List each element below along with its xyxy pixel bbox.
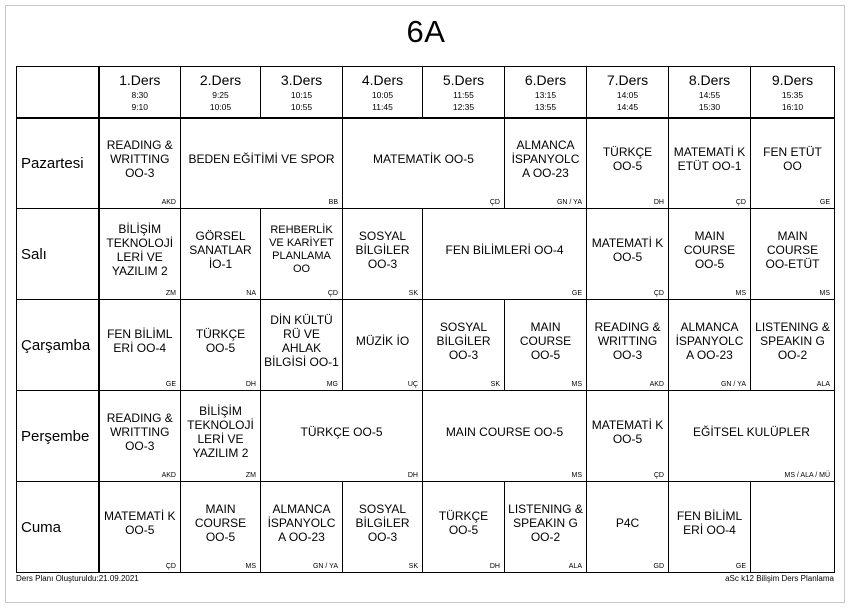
period-header: 3.Ders 10:15 10:55 — [261, 67, 343, 118]
teacher-code: GE — [571, 290, 582, 297]
lesson-subject: TÜRKÇE OO-5 — [300, 425, 383, 439]
lesson-subject: ALMANCA İSPANYOLC A OO-23 — [267, 502, 336, 544]
lesson-cell — [423, 391, 587, 482]
teacher-code: ZM — [165, 290, 176, 297]
lesson-cell — [669, 391, 835, 482]
teacher-code: ZM — [245, 472, 256, 479]
lesson-subject: TÜRKÇE OO-5 — [438, 509, 489, 537]
teacher-code: ALA — [816, 381, 830, 388]
teacher-code: GN / YA — [312, 563, 338, 570]
teacher-code: SK — [408, 290, 418, 297]
lesson-subject: MAIN COURSE OO-5 — [519, 320, 572, 362]
lesson-subject: MAIN COURSE OO-5 — [683, 229, 736, 271]
lesson-subject: MATEMATİ K OO-5 — [591, 236, 664, 264]
teacher-code: ÇD — [653, 472, 664, 479]
lesson-cell — [343, 482, 423, 573]
lesson-cell — [505, 118, 587, 209]
period-header: 5.Ders 11:55 12:35 — [423, 67, 505, 118]
period-header: 7.Ders 14:05 14:45 — [587, 67, 669, 118]
lesson-subject: READING & WRITTING OO-3 — [106, 138, 173, 181]
teacher-code: MS — [735, 290, 746, 297]
footer-software: aSc k12 Bilişim Ders Planlama — [725, 574, 834, 583]
lesson-subject: MAIN COURSE OO-5 — [194, 502, 247, 544]
teacher-code: GN / YA — [720, 381, 746, 388]
teacher-code: MS — [819, 290, 830, 297]
lesson-cell — [505, 482, 587, 573]
lesson-subject: MAIN COURSE OO-ETÜT — [765, 229, 820, 271]
lesson-subject: ALMANCA İSPANYOLC A OO-23 — [675, 320, 744, 362]
teacher-code: GE — [819, 199, 830, 206]
lesson-cell — [261, 482, 343, 573]
teacher-code: DH — [653, 199, 664, 206]
lesson-subject: P4C — [615, 516, 640, 530]
lesson-cell — [99, 118, 181, 209]
teacher-code: GN / YA — [556, 199, 582, 206]
teacher-code: ALA — [568, 563, 582, 570]
teacher-code: DH — [407, 472, 418, 479]
lesson-subject: MATEMATİ K ETÜT OO-1 — [673, 145, 746, 174]
lesson-cell — [343, 209, 423, 300]
lesson-subject: FEN ETÜT OO — [763, 145, 822, 174]
teacher-code: AKD — [161, 472, 176, 479]
teacher-code: NA — [246, 290, 256, 297]
lesson-subject: EĞİTSEL KULÜPLER — [693, 425, 810, 439]
lesson-subject: DİN KÜLTÜ RÜ VE AHLAK BİLGİSİ OO-1 — [264, 313, 339, 369]
corner-cell — [17, 67, 99, 118]
teacher-code: AKD — [649, 381, 664, 388]
class-title: 6A — [406, 14, 446, 49]
lesson-cell — [423, 300, 505, 391]
lesson-cell — [181, 118, 343, 209]
teacher-code: ÇD — [735, 199, 746, 206]
day-label: Cuma — [17, 482, 99, 573]
lesson-subject: MATEMATİK OO-5 — [373, 152, 474, 167]
teacher-code: MG — [326, 381, 338, 388]
lesson-cell — [181, 300, 261, 391]
lesson-cell — [99, 300, 181, 391]
lesson-cell — [261, 391, 423, 482]
period-header: 2.Ders 9:25 10:05 — [181, 67, 261, 118]
teacher-code: DH — [245, 381, 256, 388]
lesson-subject: SOSYAL BİLGİLER OO-3 — [355, 502, 410, 544]
lesson-subject: REHBERLİK VE KARİYET PLANLAMA OO — [269, 224, 334, 275]
teacher-code: DH — [489, 563, 500, 570]
lesson-subject: GÖRSEL SANATLAR İO-1 — [189, 229, 252, 271]
teacher-code: AKD — [161, 199, 176, 206]
lesson-subject: READING & WRITTING OO-3 — [106, 411, 173, 453]
teacher-code: SK — [408, 563, 418, 570]
period-header: 6.Ders 13:15 13:55 — [505, 67, 587, 118]
lesson-subject: BEDEN EĞİTİMİ VE SPOR — [188, 152, 335, 167]
lesson-cell — [669, 482, 751, 573]
teacher-code: GE — [735, 563, 746, 570]
lesson-subject: BİLİŞİM TEKNOLOJİ LERİ VE YAZILIM 2 — [106, 222, 174, 278]
lesson-cell — [669, 300, 751, 391]
lesson-cell — [423, 209, 587, 300]
lesson-subject: LISTENING & SPEAKIN G OO-2 — [755, 320, 830, 362]
teacher-code: GE — [165, 381, 176, 388]
lesson-subject: LISTENING & SPEAKIN G OO-2 — [508, 502, 583, 544]
lesson-subject: SOSYAL BİLGİLER OO-3 — [355, 229, 410, 271]
footer-created-date: Ders Planı Oluşturuldu:21.09.2021 — [16, 574, 139, 583]
lesson-subject: BİLİŞİM TEKNOLOJİ LERİ VE YAZILIM 2 — [187, 404, 254, 460]
lesson-subject: SOSYAL BİLGİLER OO-3 — [436, 320, 491, 362]
lesson-cell — [587, 300, 669, 391]
lesson-subject: READING & WRITTING OO-3 — [594, 320, 661, 362]
period-header: 8.Ders 14:55 15:30 — [669, 67, 751, 118]
lesson-cell — [587, 482, 669, 573]
lesson-cell — [423, 482, 505, 573]
lesson-subject: MÜZİK İO — [355, 334, 410, 348]
day-label: Çarşamba — [17, 300, 99, 391]
lesson-cell — [669, 209, 751, 300]
teacher-code: GD — [653, 563, 664, 570]
lesson-subject: FEN BİLİML ERİ OO-4 — [107, 327, 173, 355]
lesson-cell — [587, 118, 669, 209]
day-label: Pazartesi — [17, 118, 99, 209]
teacher-code: SK — [490, 381, 500, 388]
lesson-cell — [751, 209, 835, 300]
lesson-cell — [505, 300, 587, 391]
teacher-code: ÇD — [653, 290, 664, 297]
teacher-code: MS — [571, 472, 582, 479]
lesson-cell — [343, 118, 505, 209]
lesson-subject: FEN BİLİML ERİ OO-4 — [676, 509, 743, 537]
lesson-cell-empty — [751, 482, 835, 573]
teacher-code: BB — [328, 199, 338, 206]
timetable — [16, 66, 835, 573]
lesson-cell — [99, 209, 181, 300]
lesson-cell — [261, 209, 343, 300]
lesson-cell — [587, 391, 669, 482]
lesson-cell — [181, 209, 261, 300]
lesson-subject — [751, 523, 834, 531]
lesson-cell — [343, 300, 423, 391]
lesson-cell — [181, 482, 261, 573]
lesson-subject: TÜRKÇE OO-5 — [195, 327, 246, 355]
lesson-cell — [751, 300, 835, 391]
lesson-cell — [261, 300, 343, 391]
day-label: Salı — [17, 209, 99, 300]
period-header: 1.Ders 8:30 9:10 — [99, 67, 181, 118]
lesson-cell — [751, 118, 835, 209]
lesson-subject: ALMANCA İSPANYOLC A OO-23 — [511, 138, 580, 181]
lesson-subject: FEN BİLİMLERİ OO-4 — [445, 243, 564, 257]
lesson-cell — [181, 391, 261, 482]
teacher-code: ÇD — [327, 290, 338, 297]
lesson-cell — [669, 118, 751, 209]
lesson-subject: MAIN COURSE OO-5 — [445, 425, 564, 439]
teacher-code: ÇD — [489, 199, 500, 206]
period-header: 4.Ders 10:05 11:45 — [343, 67, 423, 118]
teacher-code: UÇ — [407, 381, 418, 388]
teacher-code: ÇD — [165, 563, 176, 570]
teacher-code: MS — [571, 381, 582, 388]
lesson-subject: MATEMATİ K OO-5 — [103, 509, 176, 537]
period-header: 9.Ders 15:35 16:10 — [751, 67, 835, 118]
lesson-subject: TÜRKÇE OO-5 — [602, 145, 653, 174]
teacher-code: MS — [245, 563, 256, 570]
lesson-subject: MATEMATİ K OO-5 — [591, 418, 664, 446]
lesson-cell — [99, 391, 181, 482]
day-label: Perşembe — [17, 391, 99, 482]
lesson-cell — [99, 482, 181, 573]
teacher-code: MS / ALA / MÜ — [784, 472, 830, 479]
lesson-cell — [587, 209, 669, 300]
